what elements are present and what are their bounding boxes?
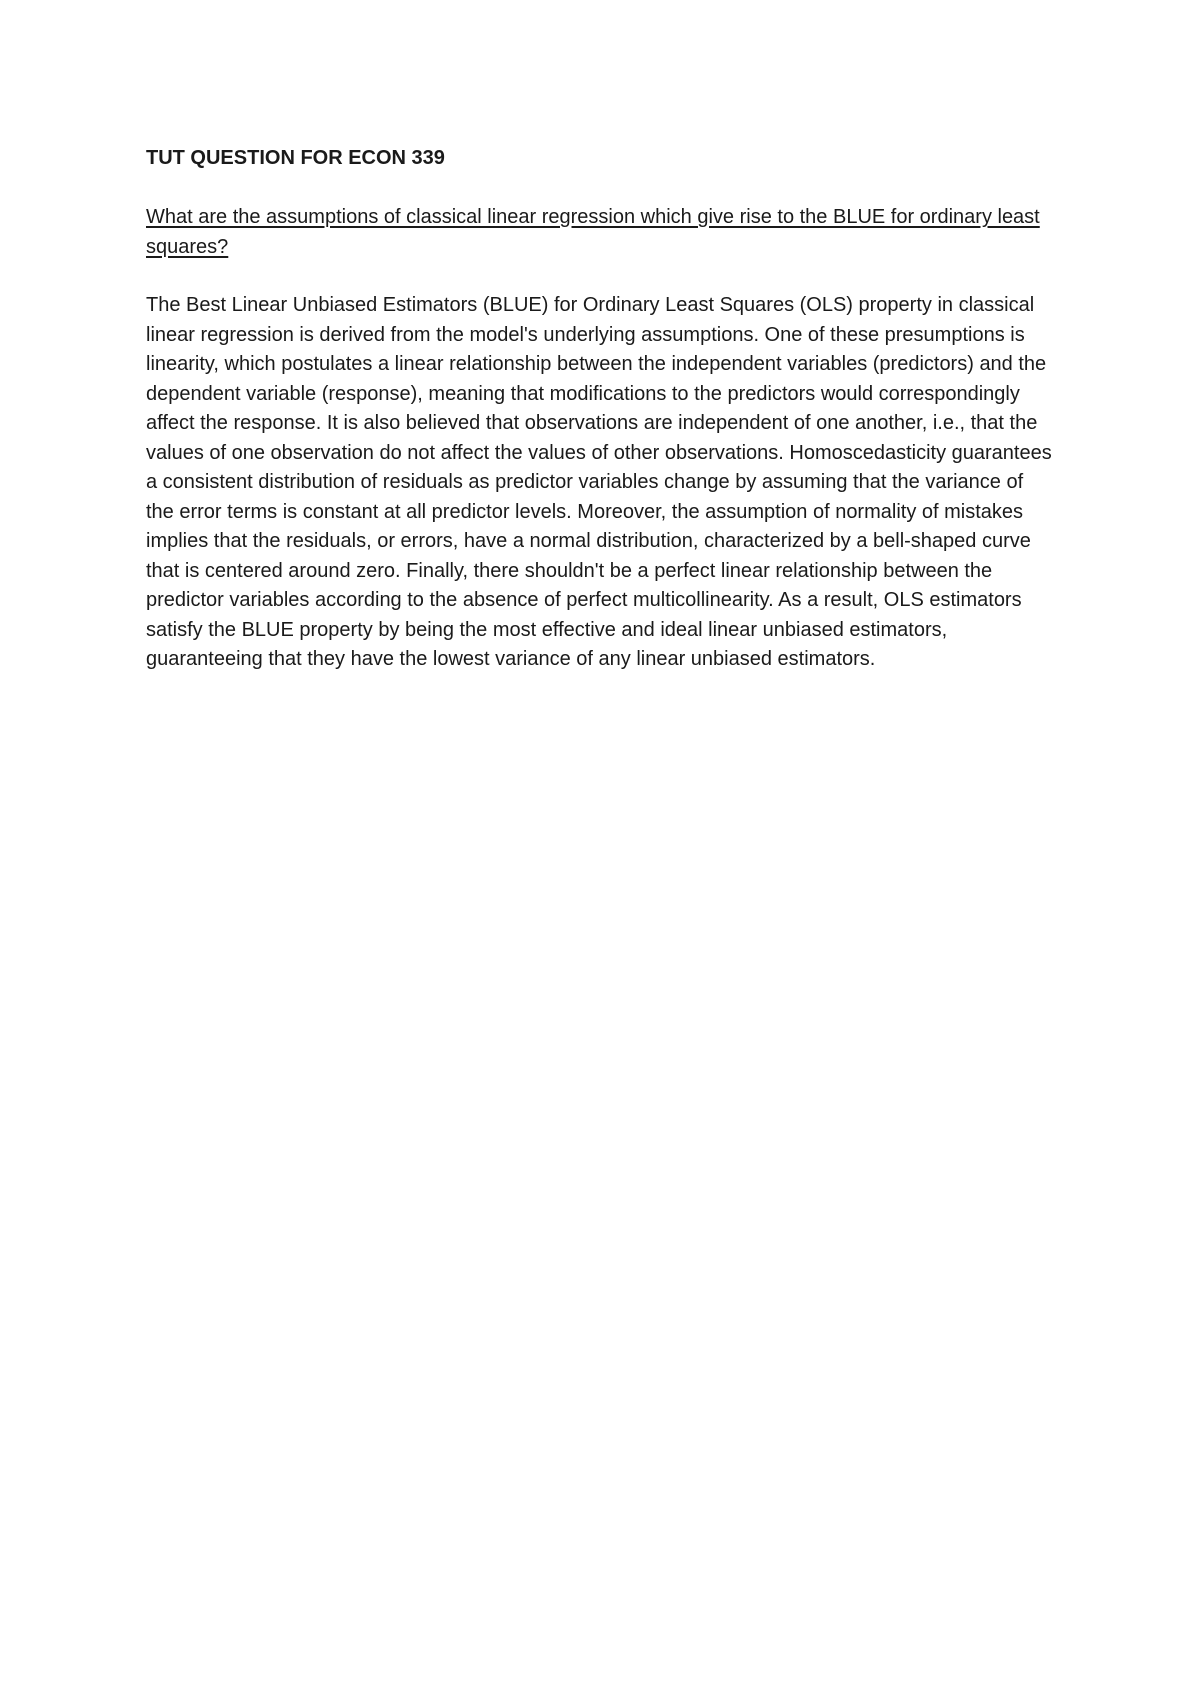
document-title: TUT QUESTION FOR ECON 339 [146, 147, 445, 169]
answer-paragraph: The Best Linear Unbiased Estimators (BLUE) for Ordinary Least Squares (OLS) property in classical linear regression is derived from the model's underlying assumptions. One of these presumptions is linearity, which postulates a linear relationship between the independent variables (predictors) and the dependent variable (response), meaning that modifications to the predictors would correspondingly affect the response. It is also believed that observations are independent of one another, i.e., that the values of one observation do not affect the values of other observations. Homoscedasticity guarantees a consistent distribution of residuals as predictor variables change by assuming that the variance of the error terms is constant at all predictor levels. Moreover, the assumption of normality of mistakes implies that the residuals, or errors, have a normal distribution, characterized by a bell-shaped curve that is centered around zero. Finally, there shouldn't be a perfect linear relationship between the predictor variables according to the absence of perfect multicollinearity. As a result, OLS estimators satisfy the BLUE property by being the most effective and ideal linear unbiased estimators, guaranteeing that they have the lowest variance of any linear unbiased estimators. [146, 294, 1052, 670]
question-heading: What are the assumptions of classical linear regression which give rise to the BLUE for ordinary least squares? [146, 206, 1040, 258]
document-body [146, 146, 1056, 675]
